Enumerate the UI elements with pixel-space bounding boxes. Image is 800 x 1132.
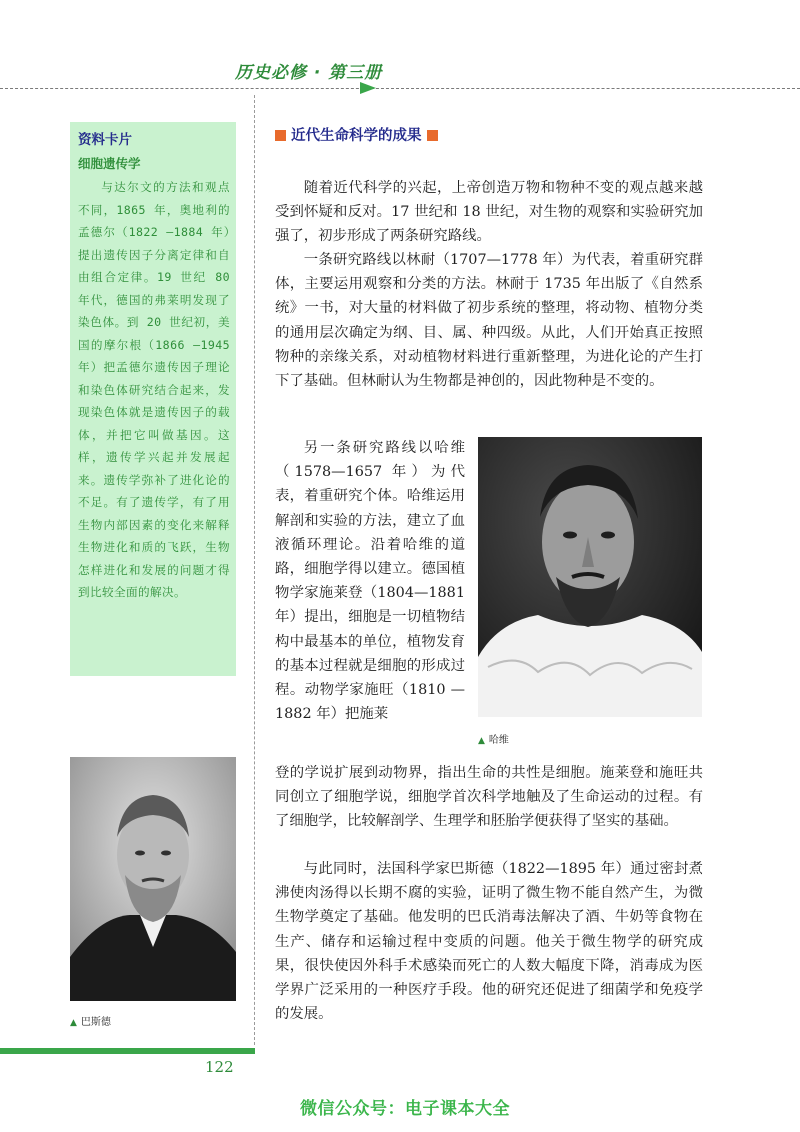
- header-divider: [0, 88, 800, 89]
- section-title: [275, 124, 438, 145]
- square-bullet-icon: [427, 130, 438, 141]
- info-card-body: 与达尔文的方法和观点不同，1865 年，奥地利的孟德尔（1822 —1884 年）提出遗传因子分离定律和自由组合定律。19 世纪 80 年代，德国的弗莱明发现了染色体。到 20 世纪初，美国的摩尔根（1866 —1945 年）把孟德尔遗传因子理论和染色体研究结合起来，发现染色体就是遗传因子的载体，并把它叫做基因。这样，遗传学兴起并发展起来。遗传学弥补了进化论的不足。有了遗传学，有了用生物内部因素的变化来解释生物进化和质的飞跃，生物怎样进化和发展的问题才得到比较全面的解决。: [78, 180, 230, 599]
- triangle-icon: ▲: [478, 736, 485, 746]
- section-title-text: 近代生命科学的成果: [291, 128, 422, 144]
- info-card-title: 资料卡片: [78, 132, 132, 148]
- triangle-icon: ▲: [70, 1018, 77, 1028]
- paragraph-harvey: 另一条研究路线以哈维（1578—1657 年）为代表，着重研究个体。哈维运用解剖和实验的方法，建立了血液循环理论。沿着哈维的道路，细胞学得以建立。德国植物学家施莱登（1804—1881 年）提出，细胞是一切植物结构中最基本的单位，植物发育的基本过程就是细胞的形成过程。动物学家施旺（1810 —1882 年）把施莱: [275, 440, 465, 723]
- header-arrow-icon: [360, 82, 376, 94]
- pasteur-portrait-image: [70, 757, 236, 1001]
- info-card-subtitle: 细胞遗传学: [78, 156, 141, 171]
- paragraph-harvey-continued: 登的学说扩展到动物界，指出生命的共性是细胞。施莱登和施旺共同创立了细胞学说，细胞学首次科学地触及了生命运动的过程。有了细胞学，比较解剖学、生理学和胚胎学便获得了坚实的基础。: [275, 765, 703, 830]
- square-bullet-icon: [275, 130, 286, 141]
- pasteur-caption: [70, 1013, 111, 1028]
- footer-bar: [0, 1048, 255, 1054]
- paragraph-pasteur: 与此同时，法国科学家巴斯德（1822—1895 年）通过密封煮沸使肉汤得以长期不腐的实验，证明了微生物不能自然产生，为微生物学奠定了基础。他发明的巴氏消毒法解决了酒、牛奶等食物在生产、储存和运输过程中变质的问题。他关于微生物学的研究成果，很快使因外科手术感染而死亡的人数大幅度下降，消毒成为医学界广泛采用的一种医疗手段。他的研究还促进了细菌学和免疫学的发展。: [275, 861, 703, 1023]
- paragraph-intro: 随着近代科学的兴起，上帝创造万物和物种不变的观点越来越受到怀疑和反对。17 世纪和 18 世纪，对生物的观察和实验研究加强了，初步形成了两条研究路线。: [275, 180, 703, 245]
- pasteur-caption-text: 巴斯德: [80, 1017, 111, 1028]
- paragraph-linnaeus: 一条研究路线以林耐（1707—1778 年）为代表，着重研究群体，主要运用观察和分类的方法。林耐于 1735 年出版了《自然系统》一书，对大量的材料做了初步系统的整理，将动物、植物分类的通用层次确定为纲、目、属、种四级。从此，人们开始真正按照物种的亲缘关系，对动植物材料进行重新整理，为进化论的产生打下了基础。但林耐认为生物都是神创的，因此物种是不变的。: [275, 252, 703, 390]
- page-number: 122: [205, 1058, 234, 1076]
- header-title: 历史必修 · 第三册: [235, 63, 383, 83]
- pasteur-portrait: [70, 757, 236, 1001]
- harvey-portrait: [478, 437, 702, 717]
- harvey-caption-text: 哈维: [488, 735, 509, 746]
- harvey-caption: [478, 731, 509, 746]
- info-card: [70, 122, 236, 676]
- harvey-portrait-image: [478, 437, 702, 717]
- watermark-text: 微信公众号：电子课本大全: [300, 1099, 510, 1119]
- column-divider: [254, 95, 255, 1045]
